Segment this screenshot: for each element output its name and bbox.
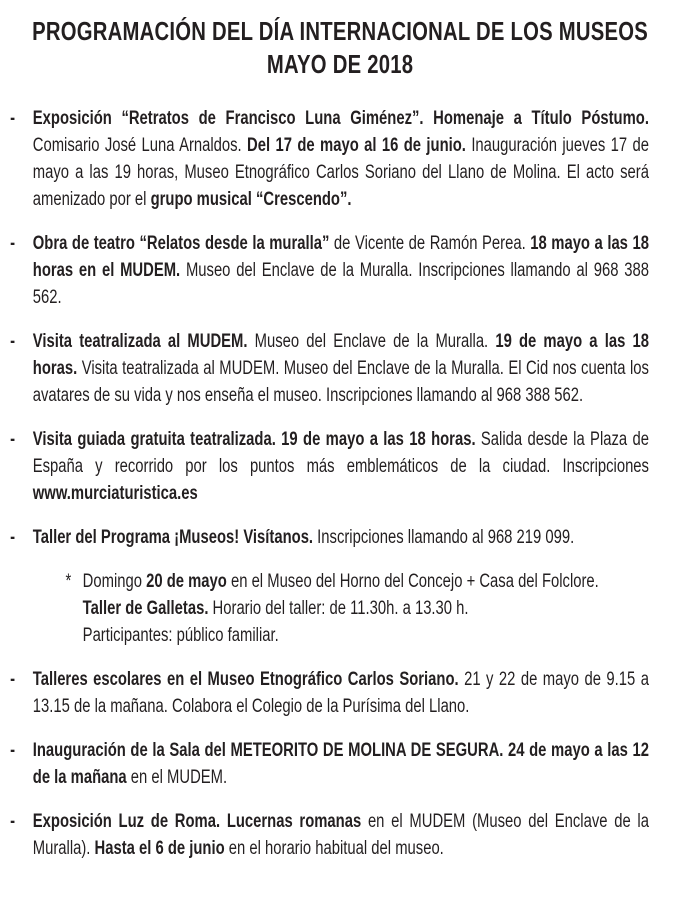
text-segment: Visita guiada gratuita teatralizada. 19 de mayo a las 18 horas. <box>32 429 481 450</box>
text-segment: Domingo <box>82 571 147 592</box>
program-item-text <box>33 328 649 409</box>
page-title-line-2: MAYO DE 2018 <box>266 49 414 79</box>
bullet-marker: - <box>10 669 16 690</box>
bullet-marker: - <box>10 527 16 548</box>
text-segment: Inauguración jueves 17 de mayo a las 19 horas, Museo Etnográfico Carlos Soriano del Llano de Molina. El acto será amenizado por el <box>32 135 649 210</box>
text-segment: Visita teatralizada al MUDEM. <box>32 331 255 352</box>
text-segment: en el horario habitual del museo. <box>228 838 444 859</box>
program-item-text <box>33 808 649 862</box>
text-segment: 18 mayo a las 18 horas en el MUDEM. <box>32 233 649 281</box>
text-segment: Museo del Enclave de la Muralla. Inscripciones llamando al 968 388 562. <box>32 260 649 308</box>
bullet-marker: - <box>10 108 16 129</box>
program-item-text <box>33 524 649 551</box>
text-segment: en el Museo del Horno del Concejo + Casa del Folclore. <box>226 571 599 592</box>
program-sub-item <box>65 568 649 649</box>
program-item <box>10 426 649 507</box>
text-segment: 21 y 22 de mayo de 9.15 a 13.15 de la mañana. Colabora el Colegio de la Purísima del Llano. <box>32 669 649 717</box>
program-item-text <box>33 666 649 720</box>
text-segment: Museo del Enclave de la Muralla. <box>254 331 496 352</box>
asterisk-marker: * <box>65 571 72 592</box>
bullet-marker: - <box>10 740 16 761</box>
text-segment: Inauguración de la Sala del METEORITO DE MOLINA DE SEGURA. 24 de mayo a las 12 de la mañana <box>32 740 649 788</box>
program-item <box>10 230 649 311</box>
program-item <box>10 808 649 862</box>
text-segment: 20 de mayo <box>146 571 227 592</box>
text-segment: Participantes: público familiar. <box>82 625 279 646</box>
program-item-text <box>33 230 649 311</box>
event-list <box>0 105 680 862</box>
program-item <box>10 328 649 409</box>
text-segment: Salida desde la Plaza de España y recorrido por los puntos más emblemáticos de la ciudad. Inscripciones <box>32 429 649 477</box>
text-segment: 19 de mayo a las 18 horas. <box>32 331 649 379</box>
text-segment: Taller del Programa ¡Museos! Visítanos. <box>32 527 318 548</box>
text-segment: Comisario José Luna Arnaldos. <box>32 135 248 156</box>
text-segment: Hasta el 6 de junio <box>94 838 229 859</box>
page-title <box>16 15 665 81</box>
program-item-text <box>33 105 649 213</box>
program-item <box>10 105 649 213</box>
text-segment: Talleres escolares en el Museo Etnográfico Carlos Soriano. <box>32 669 465 690</box>
program-item-text <box>33 737 649 791</box>
program-sub-item-text <box>83 568 649 649</box>
text-segment: Visita teatralizada al MUDEM. Museo del Enclave de la Muralla. El Cid nos cuenta los avatares de su vida y nos enseña el museo. Inscripciones llamando al 968 388 562. <box>32 358 649 406</box>
text-segment: Exposición Luz de Roma. Lucernas romanas <box>32 811 368 832</box>
bullet-marker: - <box>10 811 16 832</box>
text-segment: Horario del taller: de 11.30h. a 13.30 h. <box>212 598 469 619</box>
text-segment: en el MUDEM (Museo del Enclave de la Muralla). <box>32 811 649 859</box>
text-segment: de Vicente de Ramón Perea. <box>333 233 531 254</box>
program-item <box>10 737 649 791</box>
text-segment: Del 17 de mayo al 16 de junio. <box>247 135 472 156</box>
website-url: www.murciaturistica.es <box>32 483 198 504</box>
text-segment: Obra de teatro “Relatos desde la muralla” <box>32 233 334 254</box>
program-item <box>10 666 649 720</box>
text-segment: Exposición “Retratos de Francisco Luna Giménez”. Homenaje a Título Póstumo. <box>32 108 649 129</box>
program-item <box>10 524 649 649</box>
text-segment: en el MUDEM. <box>130 767 228 788</box>
bullet-marker: - <box>10 429 16 450</box>
text-segment: grupo musical “Crescendo”. <box>150 189 352 210</box>
program-item-text <box>33 426 649 507</box>
bullet-marker: - <box>10 331 16 352</box>
text-segment: Taller de Galletas. <box>82 598 213 619</box>
page-title-line-1: PROGRAMACIÓN DEL DÍA INTERNACIONAL DE LOS MUSEOS <box>32 16 649 46</box>
bullet-marker: - <box>10 233 16 254</box>
text-segment: Inscripciones llamando al 968 219 099. <box>317 527 575 548</box>
